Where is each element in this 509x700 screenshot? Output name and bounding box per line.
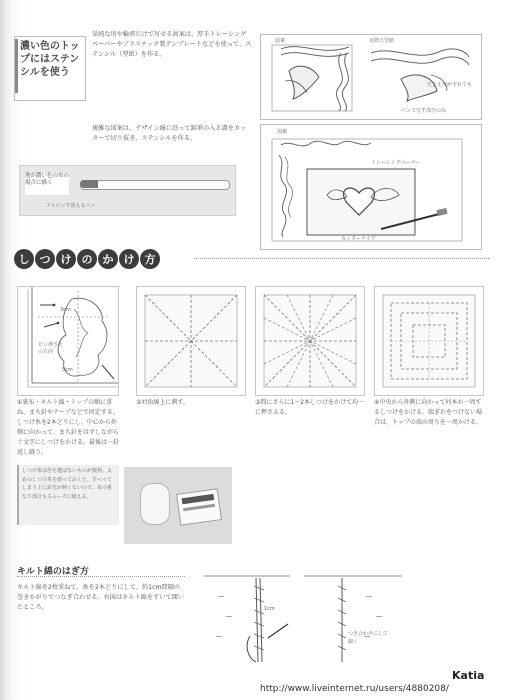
step3-illustration	[255, 286, 365, 396]
diagram1-label-left: 図案	[275, 38, 286, 44]
intro-text: 単純な形や輪郭だけで写せる図案は、厚手トレーシングペーパーやプラスチック製テンプレートなどを使って、ステンシル（型紙）を作る。	[92, 31, 252, 58]
thread-photo	[124, 467, 232, 544]
batting-title-rule	[17, 576, 185, 578]
step4-illustration	[374, 286, 484, 396]
stencil-diagram-1	[260, 34, 482, 120]
diagram2-label-top: 図案	[277, 129, 288, 135]
header-char-5: か	[98, 249, 118, 269]
step2-caption: ②対角線上に刺す。	[136, 399, 189, 406]
header-char-7: 方	[140, 249, 160, 269]
pen-icon	[80, 180, 230, 190]
stencil-diagram-1-drawing	[261, 35, 481, 119]
stencil-paragraph: 複雑な図案は、デザイン線に沿って鋲筆の入る溝をカッターで切り抜き、ステンシルを作る。	[92, 125, 247, 142]
batting-label-gap: 1cm	[264, 606, 275, 612]
batting-drawing	[196, 566, 408, 666]
diagram1-label-right: 実際大型紙	[369, 38, 395, 44]
thread-note-box	[17, 465, 119, 525]
diagram1-note2: ペンで写す部分のみ	[401, 108, 447, 114]
source-url[interactable]: http://www.liveinternet.ru/users/4880208/	[260, 684, 449, 694]
step3-caption: ③間にさらに1〜2本しつけをかけて均一に押さえる。	[255, 399, 365, 416]
step2-drawing	[137, 287, 245, 395]
title-accent-bar	[15, 39, 18, 93]
step4-drawing	[375, 287, 483, 395]
batting-text: キルト綿を2枚重ねて、糸を2本どりにして、約1cm間隔の巻きかがりでつなぎ合わせる。右図はキルト綿をすいて開いたところ。	[17, 584, 184, 611]
step2-illustration	[136, 286, 246, 396]
batting-title: キルト綿のはぎ方	[17, 567, 89, 577]
header-char-1: し	[14, 249, 34, 269]
diagram2-label-tracing: トレーシングペーパー	[371, 160, 421, 166]
step1-label-direction: ピン押さえの方向	[38, 342, 64, 355]
header-rule	[194, 258, 489, 260]
header-char-3: け	[56, 249, 76, 269]
batting-diagram	[196, 566, 408, 666]
thread-package-icon	[176, 488, 222, 526]
pen-tip-icon	[80, 180, 98, 188]
step3-drawing	[256, 287, 364, 395]
step1-label-3cm: 3cm	[60, 307, 71, 313]
section-title-box	[14, 36, 86, 101]
step1-label-5cm: 5cm	[62, 367, 73, 373]
brand-mark: Katia	[452, 669, 485, 682]
header-char-6: け	[119, 249, 139, 269]
stencil-diagram-2-drawing	[261, 125, 481, 249]
step4-caption: ④中央から外側に向かって何本か一周するしつけをかける。端ぎわをつけない場合は、トップの端の周りを一周かける。	[374, 399, 483, 426]
step1-illustration	[17, 286, 119, 396]
diagram2-label-cutter: カッターナイフ	[341, 236, 376, 242]
pen-caption-sub: アイロンで消えるペン	[46, 203, 96, 209]
stencil-diagram-2	[260, 124, 482, 250]
diagram1-note: たとえ形がずれても	[427, 82, 473, 88]
header-char-2: つ	[35, 249, 55, 269]
batting-label-fold2: 綴く	[348, 639, 359, 645]
section-title: 濃い色のトップにはステンシルを使う	[20, 41, 80, 78]
step1-drawing	[18, 287, 118, 395]
section2-header	[14, 246, 161, 272]
thread-spool-icon	[140, 483, 170, 525]
pen-caption-title: 地が濃い色の布の場合に描く	[25, 173, 69, 195]
header-char-4: の	[77, 249, 97, 269]
batting-label-fold: つき合わせにして	[348, 631, 389, 637]
pen-photo	[19, 165, 236, 216]
thread-note: しつけ糸は色を選ばないものが便利。太めのしつけ糸を使っておくと、すべってしまう上に針先が鈍くないので、布の重なり部分もスムーズに縫える。	[22, 468, 113, 500]
step1-caption: ①裏布・キルト綿・トップの順に重ね、まち針やテープなどで固定する。しつけ糸を2本どりにし、中心から外側に向かって、まち針をはずしながら十文字にしつけをかける。最後は一針返し縫う。	[17, 399, 120, 456]
